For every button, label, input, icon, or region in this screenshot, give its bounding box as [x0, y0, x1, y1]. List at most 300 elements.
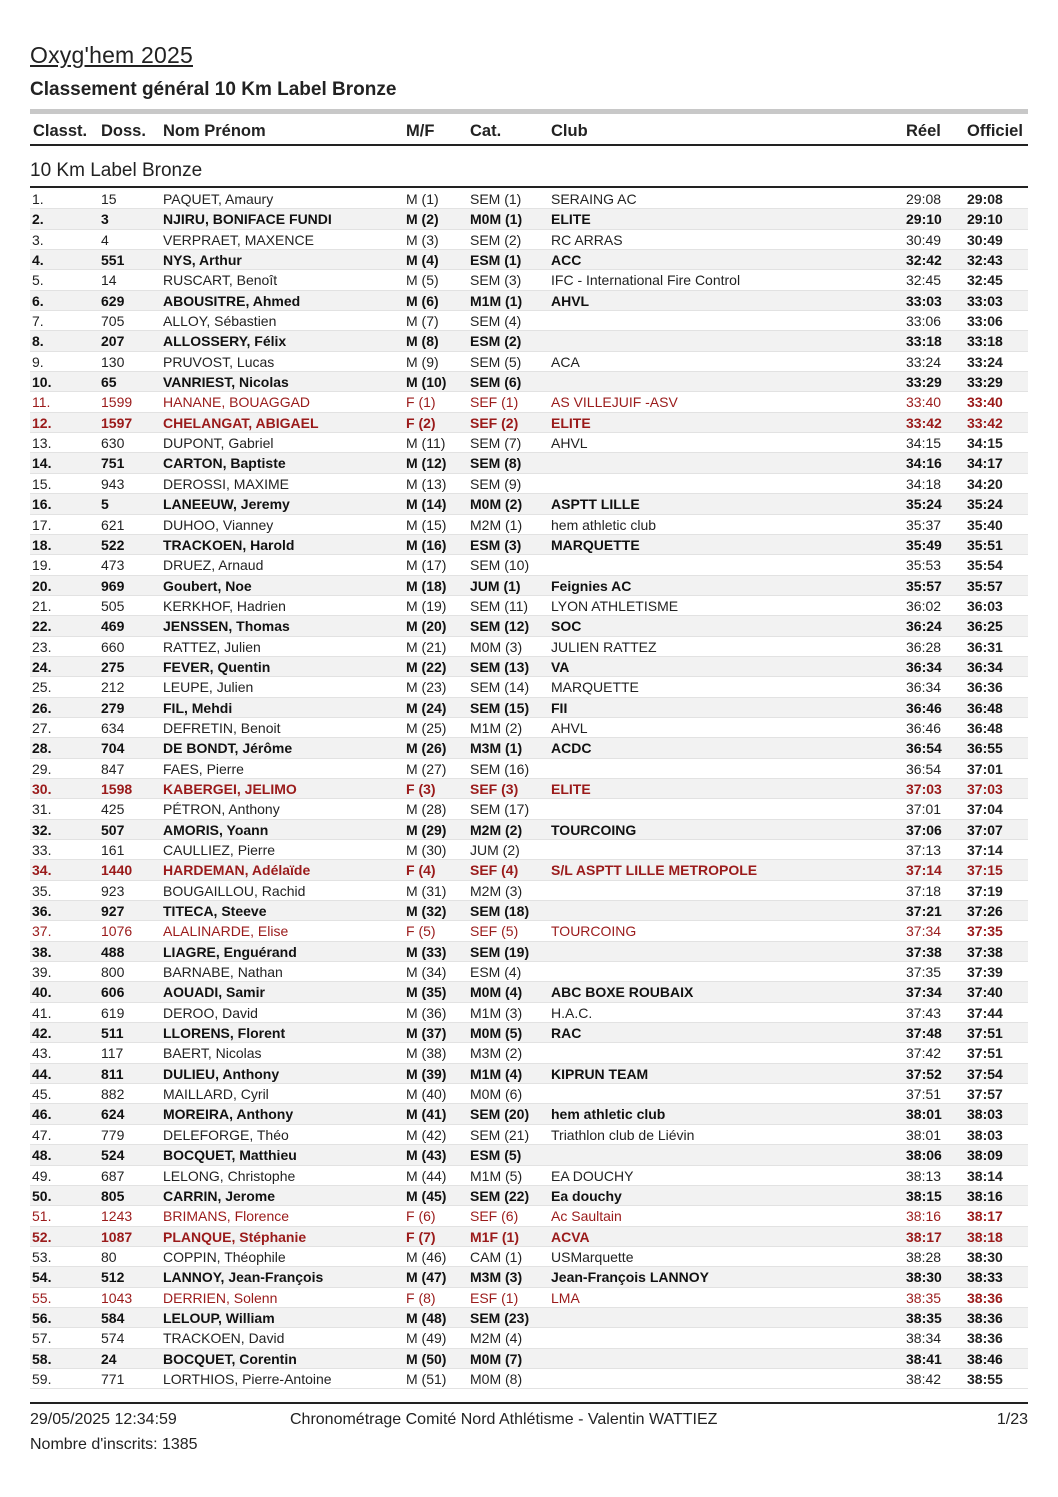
- table-row: [30, 311, 1028, 331]
- official-time-cell: 38:36: [967, 1289, 1003, 1306]
- rank-cell: 4.: [32, 252, 44, 269]
- club-cell: TOURCOING: [551, 821, 637, 838]
- name-cell: BARNABE, Nathan: [163, 964, 283, 981]
- name-cell: LEUPE, Julien: [163, 679, 254, 696]
- table-row: [30, 1166, 1028, 1186]
- official-time-cell: 32:43: [967, 252, 1003, 269]
- table-row: [30, 698, 1028, 718]
- category-cell: M3M (2): [470, 1045, 523, 1062]
- table-row: [30, 942, 1028, 962]
- name-cell: BOCQUET, Matthieu: [163, 1147, 297, 1164]
- sex-cell: F (8): [406, 1289, 436, 1306]
- col-rank-header: Classt.: [33, 122, 88, 140]
- rank-cell: 16.: [32, 496, 52, 513]
- category-cell: SEM (9): [470, 475, 522, 492]
- rank-cell: 45.: [32, 1086, 52, 1103]
- name-cell: KABERGEI, JELIMO: [163, 780, 297, 797]
- rank-cell: 35.: [32, 882, 52, 899]
- table-row: [30, 1308, 1028, 1328]
- official-time-cell: 38:14: [967, 1167, 1003, 1184]
- name-cell: FIL, Mehdi: [163, 699, 233, 716]
- table-row: [30, 209, 1028, 229]
- rank-cell: 36.: [32, 903, 52, 920]
- sex-cell: M (37): [406, 1025, 447, 1042]
- official-time-cell: 33:18: [967, 333, 1003, 350]
- table-row: [30, 982, 1028, 1002]
- bib-cell: 1043: [101, 1289, 133, 1306]
- name-cell: NJIRU, BONIFACE FUNDI: [163, 211, 332, 228]
- sex-cell: M (5): [406, 272, 439, 289]
- real-time-cell: 34:15: [906, 435, 942, 452]
- name-cell: LIAGRE, Enguérand: [163, 943, 297, 960]
- sex-cell: M (18): [406, 577, 447, 594]
- bib-cell: 751: [101, 455, 125, 472]
- sex-cell: M (39): [406, 1065, 447, 1082]
- real-time-cell: 37:34: [906, 984, 942, 1001]
- official-time-cell: 37:39: [967, 964, 1003, 981]
- sex-cell: M (1): [406, 191, 439, 207]
- table-row: [30, 1104, 1028, 1124]
- table-row: [30, 331, 1028, 351]
- table-row: [30, 901, 1028, 921]
- club-cell: EA DOUCHY: [551, 1167, 634, 1184]
- bib-cell: 551: [101, 252, 125, 269]
- real-time-cell: 38:17: [906, 1228, 942, 1245]
- category-cell: ESM (2): [470, 333, 522, 350]
- bib-cell: 606: [101, 984, 125, 1001]
- sex-cell: M (8): [406, 333, 439, 350]
- real-time-cell: 33:18: [906, 333, 942, 350]
- club-cell: AHVL: [551, 719, 588, 736]
- table-row: [30, 372, 1028, 392]
- rank-cell: 5.: [32, 272, 44, 289]
- category-cell: ESM (1): [470, 252, 522, 269]
- sex-cell: M (47): [406, 1269, 447, 1286]
- real-time-cell: 33:29: [906, 374, 942, 391]
- rank-cell: 12.: [32, 414, 52, 431]
- sex-cell: M (21): [406, 638, 447, 655]
- rank-cell: 51.: [32, 1208, 52, 1225]
- category-cell: M1M (3): [470, 1004, 523, 1021]
- rank-cell: 10.: [32, 374, 52, 391]
- rank-cell: 57.: [32, 1330, 52, 1347]
- category-cell: SEM (21): [470, 1126, 530, 1143]
- official-time-cell: 35:24: [967, 496, 1003, 513]
- bib-cell: 927: [101, 903, 125, 920]
- official-time-cell: 29:10: [967, 211, 1003, 228]
- name-cell: ALLOSSERY, Félix: [163, 333, 287, 350]
- category-cell: ESM (3): [470, 536, 522, 553]
- category-cell: SEM (20): [470, 1106, 530, 1123]
- category-cell: SEM (7): [470, 435, 522, 452]
- bib-cell: 24: [101, 1350, 117, 1367]
- club-cell: LYON ATHLETISME: [551, 597, 679, 614]
- table-row: [30, 1247, 1028, 1267]
- category-cell: M2M (4): [470, 1330, 523, 1347]
- rank-cell: 26.: [32, 699, 52, 716]
- category-cell: CAM (1): [470, 1248, 523, 1265]
- real-time-cell: 36:02: [906, 597, 942, 614]
- bib-cell: 212: [101, 679, 125, 696]
- rank-cell: 47.: [32, 1126, 52, 1143]
- rank-cell: 53.: [32, 1248, 52, 1265]
- bib-cell: 14: [101, 272, 117, 289]
- sex-cell: M (23): [406, 679, 447, 696]
- name-cell: KERKHOF, Hadrien: [163, 597, 286, 614]
- footer-credit: Chronométrage Comité Nord Athlétisme - Valentin WATTIEZ: [290, 1411, 718, 1428]
- official-time-cell: 38:55: [967, 1370, 1003, 1387]
- club-cell: ELITE: [551, 780, 591, 797]
- rank-cell: 34.: [32, 862, 52, 879]
- bib-cell: 1076: [101, 923, 133, 940]
- name-cell: RUSCART, Benoît: [163, 272, 278, 289]
- sex-cell: M (2): [406, 211, 439, 228]
- name-cell: DEROSSI, MAXIME: [163, 475, 290, 492]
- table-row: [30, 799, 1028, 819]
- real-time-cell: 37:06: [906, 821, 942, 838]
- name-cell: AOUADI, Samir: [163, 984, 265, 1001]
- name-cell: CHELANGAT, ABIGAEL: [163, 414, 319, 431]
- real-time-cell: 37:52: [906, 1065, 942, 1082]
- table-row: [30, 413, 1028, 433]
- sex-cell: M (36): [406, 1004, 447, 1021]
- official-time-cell: 38:03: [967, 1126, 1003, 1143]
- table-row: [30, 230, 1028, 250]
- sex-cell: M (12): [406, 455, 447, 472]
- sex-cell: M (27): [406, 760, 447, 777]
- club-cell: ELITE: [551, 211, 591, 228]
- name-cell: CARRIN, Jerome: [163, 1187, 276, 1204]
- bib-cell: 161: [101, 842, 125, 858]
- table-row: [30, 1206, 1028, 1226]
- real-time-cell: 37:14: [906, 862, 942, 879]
- real-time-cell: 33:24: [906, 353, 942, 370]
- bib-cell: 629: [101, 292, 125, 309]
- official-time-cell: 30:49: [967, 231, 1003, 248]
- real-time-cell: 38:35: [906, 1309, 942, 1326]
- category-cell: M1M (5): [470, 1167, 523, 1184]
- category-cell: SEM (6): [470, 374, 522, 391]
- table-row: [30, 718, 1028, 738]
- official-time-cell: 35:51: [967, 536, 1003, 553]
- table-row: [30, 1288, 1028, 1308]
- rank-cell: 28.: [32, 740, 52, 757]
- bib-cell: 943: [101, 475, 125, 492]
- official-time-cell: 36:34: [967, 658, 1003, 675]
- bib-cell: 847: [101, 760, 125, 777]
- bib-cell: 621: [101, 516, 125, 533]
- category-cell: SEM (8): [470, 455, 522, 472]
- rank-cell: 21.: [32, 597, 52, 614]
- category-cell: SEM (5): [470, 353, 522, 370]
- rank-cell: 31.: [32, 801, 52, 818]
- rank-cell: 44.: [32, 1065, 52, 1082]
- name-cell: BOCQUET, Corentin: [163, 1350, 297, 1367]
- official-time-cell: 35:40: [967, 516, 1003, 533]
- official-time-cell: 34:17: [967, 455, 1003, 472]
- real-time-cell: 37:42: [906, 1045, 942, 1062]
- category-cell: SEM (10): [470, 557, 530, 574]
- rank-cell: 22.: [32, 618, 52, 635]
- real-time-cell: 38:35: [906, 1289, 942, 1306]
- page-title: Oxyg'hem 2025: [30, 42, 193, 68]
- name-cell: DEROO, David: [163, 1004, 258, 1021]
- table-row: [30, 352, 1028, 372]
- sex-cell: F (2): [406, 414, 436, 431]
- rank-cell: 1.: [32, 191, 44, 207]
- sex-cell: M (51): [406, 1370, 447, 1387]
- results-table: [30, 189, 1028, 1389]
- table-row: [30, 1064, 1028, 1084]
- table-row: [30, 1145, 1028, 1165]
- name-cell: PLANQUE, Stéphanie: [163, 1228, 307, 1245]
- official-time-cell: 29:08: [967, 191, 1003, 207]
- category-cell: M2M (2): [470, 821, 523, 838]
- real-time-cell: 36:34: [906, 679, 942, 696]
- sex-cell: M (24): [406, 699, 447, 716]
- name-cell: HARDEMAN, Adélaïde: [163, 862, 311, 879]
- real-time-cell: 38:01: [906, 1106, 942, 1123]
- name-cell: VANRIEST, Nicolas: [163, 374, 289, 391]
- official-time-cell: 32:45: [967, 272, 1003, 289]
- official-time-cell: 38:17: [967, 1208, 1003, 1225]
- bib-cell: 207: [101, 333, 125, 350]
- rank-cell: 18.: [32, 536, 52, 553]
- official-time-cell: 38:09: [967, 1147, 1003, 1164]
- name-cell: BOUGAILLOU, Rachid: [163, 882, 306, 899]
- name-cell: LANEEUW, Jeremy: [163, 496, 290, 513]
- rank-cell: 48.: [32, 1147, 52, 1164]
- official-time-cell: 33:03: [967, 292, 1003, 309]
- rank-cell: 23.: [32, 638, 52, 655]
- club-cell: FII: [551, 699, 568, 716]
- official-time-cell: 36:36: [967, 679, 1003, 696]
- header-divider: [30, 109, 1028, 114]
- page-number: 1/23: [996, 1411, 1028, 1428]
- sex-cell: M (29): [406, 821, 447, 838]
- sex-cell: M (17): [406, 557, 447, 574]
- name-cell: BAERT, Nicolas: [163, 1045, 262, 1062]
- sex-cell: M (40): [406, 1086, 447, 1103]
- club-cell: ACA: [551, 353, 580, 370]
- bib-cell: 5: [101, 496, 109, 513]
- table-row: [30, 779, 1028, 799]
- name-cell: DERRIEN, Solenn: [163, 1289, 278, 1306]
- name-cell: Goubert, Noe: [163, 577, 252, 594]
- sex-cell: M (22): [406, 658, 447, 675]
- name-cell: LORTHIOS, Pierre-Antoine: [163, 1370, 332, 1387]
- real-time-cell: 36:54: [906, 740, 942, 757]
- club-cell: RC ARRAS: [551, 231, 623, 248]
- category-cell: M0M (4): [470, 984, 523, 1001]
- results-column-header: [30, 118, 1028, 146]
- real-time-cell: 29:08: [906, 191, 942, 207]
- rank-cell: 55.: [32, 1289, 52, 1306]
- rank-cell: 39.: [32, 964, 52, 981]
- club-cell: ELITE: [551, 414, 591, 431]
- real-time-cell: 37:21: [906, 903, 942, 920]
- category-cell: SEM (1): [470, 191, 522, 207]
- name-cell: BRIMANS, Florence: [163, 1208, 290, 1225]
- real-time-cell: 37:18: [906, 882, 942, 899]
- category-cell: M0M (1): [470, 211, 523, 228]
- club-cell: H.A.C.: [551, 1004, 593, 1021]
- rank-cell: 17.: [32, 516, 52, 533]
- name-cell: MAILLARD, Cyril: [163, 1086, 269, 1103]
- table-row: [30, 840, 1028, 860]
- official-time-cell: 34:20: [967, 475, 1003, 492]
- rank-cell: 27.: [32, 719, 52, 736]
- name-cell: LELONG, Christophe: [163, 1167, 296, 1184]
- rank-cell: 43.: [32, 1045, 52, 1062]
- rank-cell: 14.: [32, 455, 52, 472]
- name-cell: LELOUP, William: [163, 1309, 275, 1326]
- official-time-cell: 37:40: [967, 984, 1003, 1001]
- col-category-header: Cat.: [470, 122, 502, 140]
- bib-cell: 1087: [101, 1228, 133, 1245]
- category-cell: JUM (1): [470, 577, 521, 594]
- real-time-cell: 35:57: [906, 577, 942, 594]
- category-cell: SEF (6): [470, 1208, 519, 1225]
- rank-cell: 30.: [32, 780, 52, 797]
- official-time-cell: 37:44: [967, 1004, 1003, 1021]
- table-row: [30, 596, 1028, 616]
- official-time-cell: 37:57: [967, 1086, 1003, 1103]
- bib-cell: 704: [101, 740, 125, 757]
- club-cell: USMarquette: [551, 1248, 634, 1265]
- table-row: [30, 616, 1028, 636]
- category-cell: M0M (6): [470, 1086, 523, 1103]
- sex-cell: F (4): [406, 862, 436, 879]
- table-row: [30, 453, 1028, 473]
- real-time-cell: 38:41: [906, 1350, 942, 1367]
- real-time-cell: 38:28: [906, 1248, 942, 1265]
- footer-datetime: 29/05/2025 12:34:59: [30, 1411, 177, 1428]
- sex-cell: M (35): [406, 984, 447, 1001]
- rank-cell: 11.: [32, 394, 51, 411]
- table-row: [30, 433, 1028, 453]
- table-row: [30, 1349, 1028, 1369]
- club-cell: RAC: [551, 1025, 582, 1042]
- official-time-cell: 37:04: [967, 801, 1003, 818]
- section-divider: [30, 186, 1028, 188]
- bib-cell: 117: [101, 1045, 124, 1062]
- name-cell: ABOUSITRE, Ahmed: [163, 292, 301, 309]
- sex-cell: M (19): [406, 597, 447, 614]
- official-time-cell: 38:33: [967, 1269, 1003, 1286]
- bib-cell: 800: [101, 964, 125, 981]
- name-cell: FAES, Pierre: [163, 760, 244, 777]
- official-time-cell: 36:48: [967, 699, 1003, 716]
- category-cell: ESF (1): [470, 1289, 519, 1306]
- table-row: [30, 555, 1028, 575]
- table-row: [30, 494, 1028, 514]
- category-cell: M0M (2): [470, 496, 523, 513]
- rank-cell: 7.: [32, 313, 44, 330]
- real-time-cell: 35:49: [906, 536, 942, 553]
- sex-cell: M (3): [406, 231, 439, 248]
- rank-cell: 58.: [32, 1350, 52, 1367]
- category-cell: SEM (11): [470, 597, 529, 614]
- table-row: [30, 738, 1028, 758]
- sex-cell: M (15): [406, 516, 447, 533]
- table-row: [30, 677, 1028, 697]
- table-row: [30, 921, 1028, 941]
- bib-cell: 473: [101, 557, 125, 574]
- real-time-cell: 38:01: [906, 1126, 942, 1143]
- official-time-cell: 38:36: [967, 1309, 1003, 1326]
- name-cell: DRUEZ, Arnaud: [163, 557, 264, 574]
- rank-cell: 3.: [32, 231, 44, 248]
- sex-cell: M (26): [406, 740, 447, 757]
- bib-cell: 630: [101, 435, 125, 452]
- name-cell: NYS, Arthur: [163, 252, 242, 269]
- sex-cell: M (46): [406, 1248, 447, 1265]
- bib-cell: 507: [101, 821, 125, 838]
- table-row: [30, 1186, 1028, 1206]
- category-cell: M3M (3): [470, 1269, 523, 1286]
- table-row: [30, 515, 1028, 535]
- real-time-cell: 38:13: [906, 1167, 942, 1184]
- table-row: [30, 291, 1028, 311]
- club-cell: Ac Saultain: [551, 1208, 622, 1225]
- official-time-cell: 37:35: [967, 923, 1003, 940]
- sex-cell: M (48): [406, 1309, 447, 1326]
- table-row: [30, 759, 1028, 779]
- table-row: [30, 1267, 1028, 1287]
- rank-cell: 8.: [32, 333, 44, 350]
- rank-cell: 52.: [32, 1228, 52, 1245]
- category-cell: M1M (1): [470, 292, 523, 309]
- real-time-cell: 38:30: [906, 1269, 942, 1286]
- col-official-time-header: Officiel: [967, 122, 1023, 140]
- bib-cell: 65: [101, 374, 117, 391]
- real-time-cell: 33:06: [906, 313, 942, 330]
- bib-cell: 584: [101, 1309, 125, 1326]
- club-cell: Jean-François LANNOY: [551, 1269, 709, 1286]
- table-row: [30, 962, 1028, 982]
- club-cell: JULIEN RATTEZ: [551, 638, 657, 655]
- rank-cell: 32.: [32, 821, 52, 838]
- name-cell: ALLOY, Sébastien: [163, 313, 277, 330]
- rank-cell: 37.: [32, 923, 52, 940]
- category-cell: SEM (16): [470, 760, 530, 777]
- real-time-cell: 32:45: [906, 272, 942, 289]
- bib-cell: 15: [101, 191, 117, 207]
- official-time-cell: 35:54: [967, 557, 1003, 574]
- table-row: [30, 657, 1028, 677]
- sex-cell: M (30): [406, 842, 447, 858]
- name-cell: FEVER, Quentin: [163, 658, 271, 675]
- table-row: [30, 189, 1028, 209]
- col-club-header: Club: [551, 122, 588, 140]
- sex-cell: M (50): [406, 1350, 447, 1367]
- real-time-cell: 36:24: [906, 618, 942, 635]
- sex-cell: M (34): [406, 964, 447, 981]
- club-cell: ACVA: [551, 1228, 590, 1245]
- official-time-cell: 38:30: [967, 1248, 1003, 1265]
- official-time-cell: 36:25: [967, 618, 1003, 635]
- sex-cell: M (49): [406, 1330, 447, 1347]
- real-time-cell: 34:16: [906, 455, 942, 472]
- real-time-cell: 29:10: [906, 211, 942, 228]
- club-cell: SOC: [551, 618, 582, 635]
- name-cell: TRACKOEN, David: [163, 1330, 285, 1347]
- col-name-header: Nom Prénom: [163, 122, 266, 140]
- real-time-cell: 38:42: [906, 1370, 942, 1387]
- sex-cell: M (7): [406, 313, 439, 330]
- club-cell: ACC: [551, 252, 582, 269]
